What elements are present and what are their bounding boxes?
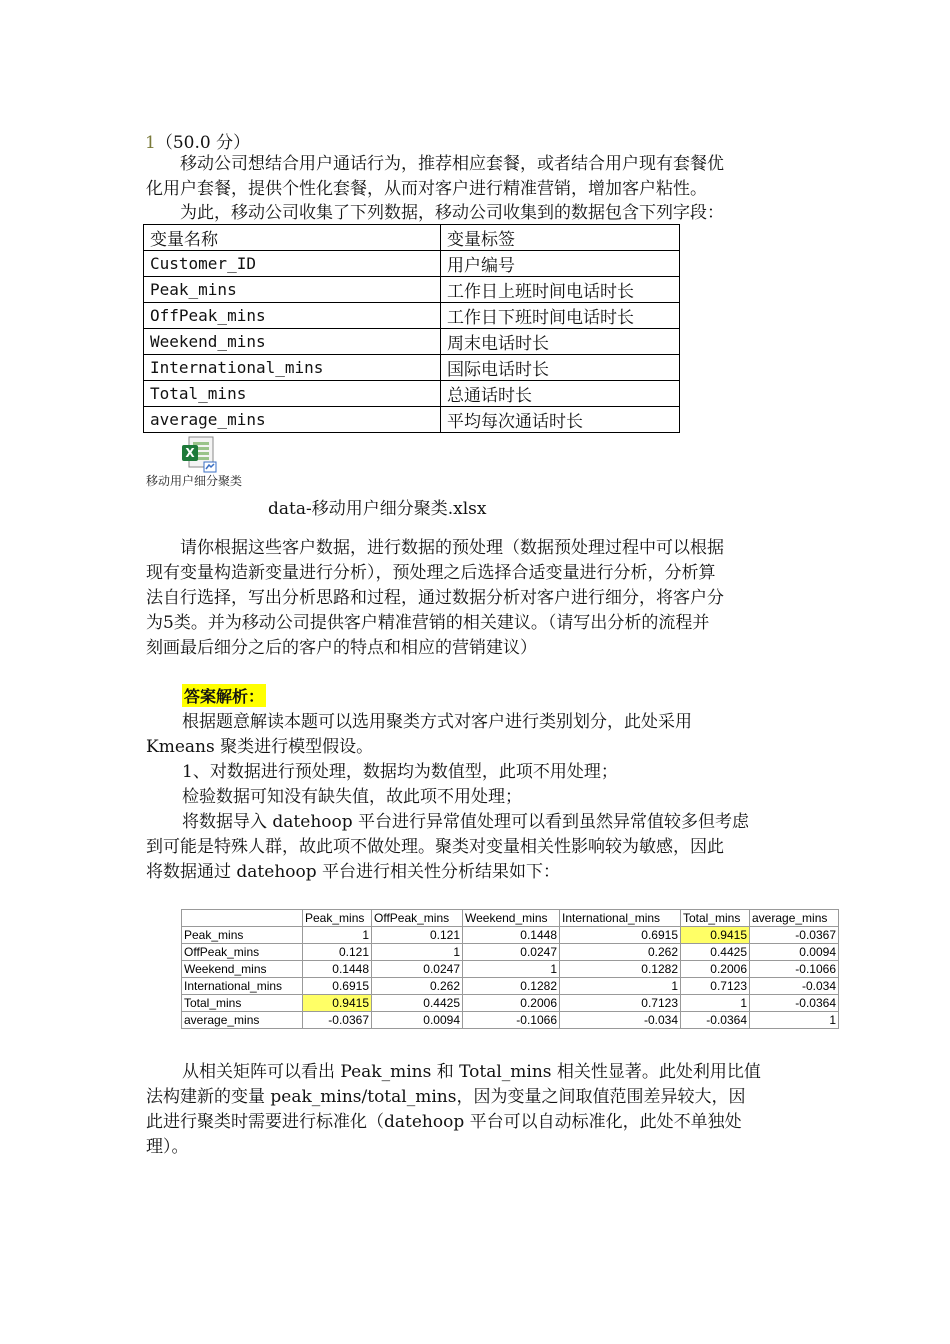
answer-line: Kmeans 聚类进行模型假设。: [146, 737, 374, 757]
task-line: 现有变量构造新变量进行分析），预处理之后选择合适变量进行分析，分析算: [146, 563, 716, 583]
table-cell: 0.1448: [463, 927, 560, 944]
row-label-cell: Total_mins: [182, 995, 303, 1012]
highlighted-cell: 0.9415: [681, 927, 750, 944]
answer-line: 到可能是特殊人群，故此项不做处理。聚类对变量相关性影响较为敏感，因此: [146, 837, 724, 857]
table-cell: 0.1282: [560, 961, 681, 978]
table-row: [144, 251, 680, 277]
table-cell: -0.0367: [303, 1012, 372, 1029]
table-cell: average_mins: [144, 407, 441, 433]
table-cell: Total_mins: [144, 381, 441, 407]
table-cell: 工作日下班时间电话时长: [441, 303, 680, 329]
table-cell: 0.4425: [681, 944, 750, 961]
highlighted-cell: 0.9415: [303, 995, 372, 1012]
table-cell: 0.1282: [463, 978, 560, 995]
table-cell: 1: [750, 1012, 839, 1029]
table-cell: 用户编号: [441, 251, 680, 277]
table-header-cell: Total_mins: [681, 910, 750, 927]
answer-line: 1、对数据进行预处理，数据均为数值型，此项不用处理；: [182, 762, 618, 782]
excel-file-icon[interactable]: [180, 436, 220, 474]
table-cell: -0.1066: [750, 961, 839, 978]
table-cell: -0.034: [560, 1012, 681, 1029]
table-row: [144, 329, 680, 355]
table-cell: -0.1066: [463, 1012, 560, 1029]
table-cell: Peak_mins: [144, 277, 441, 303]
table-cell: 0.262: [372, 978, 463, 995]
row-label-cell: OffPeak_mins: [182, 944, 303, 961]
table-cell: Customer_ID: [144, 251, 441, 277]
table-cell: 工作日上班时间电话时长: [441, 277, 680, 303]
answer-line: 将数据通过 datehoop 平台进行相关性分析结果如下：: [146, 862, 561, 882]
answer-line: 根据题意解读本题可以选用聚类方式对客户进行类别划分，此处采用: [182, 712, 692, 732]
table-row: [144, 277, 680, 303]
closing-line: 理）。: [146, 1137, 189, 1157]
table-cell: 0.121: [303, 944, 372, 961]
task-line: 为5类。并为移动公司提供客户精准营销的相关建议。（请写出分析的流程并: [146, 613, 710, 633]
table-header-cell: Peak_mins: [303, 910, 372, 927]
task-line: 法自行选择，写出分析思路和过程，通过数据分析对客户进行细分，将客户分: [146, 588, 724, 608]
table-cell: 0.2006: [681, 961, 750, 978]
table-row: [144, 407, 680, 433]
table-cell: 0.0094: [750, 944, 839, 961]
table-cell: -0.034: [750, 978, 839, 995]
row-label-cell: Weekend_mins: [182, 961, 303, 978]
row-label-cell: average_mins: [182, 1012, 303, 1029]
table-cell: 1: [303, 927, 372, 944]
closing-line: 法构建新的变量 peak_mins/total_mins，因为变量之间取值范围差异较大，因: [146, 1087, 746, 1107]
table-header-cell: [182, 910, 303, 927]
table-header-cell: International_mins: [560, 910, 681, 927]
table-cell: Weekend_mins: [144, 329, 441, 355]
table-cell: 1: [560, 978, 681, 995]
table-cell: 0.0094: [372, 1012, 463, 1029]
row-label-cell: Peak_mins: [182, 927, 303, 944]
closing-line: 从相关矩阵可以看出 Peak_mins 和 Total_mins 相关性显著。此处利用比值: [182, 1062, 761, 1082]
question-line: 为此，移动公司收集了下列数据，移动公司收集到的数据包含下列字段：: [180, 203, 724, 223]
table-cell: -0.0367: [750, 927, 839, 944]
table-cell: 0.7123: [681, 978, 750, 995]
attachment-filename: data-移动用户细分聚类.xlsx: [268, 499, 487, 519]
table-row: [182, 927, 839, 944]
table-cell: 0.6915: [303, 978, 372, 995]
closing-line: 此进行聚类时需要进行标准化（datehoop 平台可以自动标准化，此处不单独处: [146, 1112, 742, 1132]
table-row: [182, 944, 839, 961]
question-line: 移动公司想结合用户通话行为，推荐相应套餐，或者结合用户现有套餐优: [180, 154, 724, 174]
table-cell: 1: [372, 944, 463, 961]
svg-text:X: X: [185, 446, 195, 460]
task-line: 请你根据这些客户数据，进行数据的预处理（数据预处理过程中可以根据: [180, 538, 724, 558]
table-cell: 0.6915: [560, 927, 681, 944]
table-cell: 0.4425: [372, 995, 463, 1012]
table-cell: 0.0247: [372, 961, 463, 978]
table-cell: 0.121: [372, 927, 463, 944]
table-row: [144, 381, 680, 407]
variable-table: [143, 224, 680, 433]
table-row: [144, 355, 680, 381]
table-row: [182, 961, 839, 978]
table-header-cell: OffPeak_mins: [372, 910, 463, 927]
attachment-caption[interactable]: 移动用户细分聚类: [146, 474, 243, 488]
table-cell: 1: [463, 961, 560, 978]
question-score: （50.0 分）: [155, 133, 251, 153]
table-cell: 0.1448: [303, 961, 372, 978]
table-header-cell: 变量标签: [441, 225, 680, 251]
answer-label: 答案解析：: [182, 684, 266, 707]
table-cell: 0.262: [560, 944, 681, 961]
table-row: [182, 978, 839, 995]
table-header-cell: 变量名称: [144, 225, 441, 251]
table-cell: 国际电话时长: [441, 355, 680, 381]
table-row: [182, 1012, 839, 1029]
task-line: 刻画最后细分之后的客户的特点和相应的营销建议）: [146, 638, 537, 658]
table-cell: -0.0364: [681, 1012, 750, 1029]
table-header-cell: average_mins: [750, 910, 839, 927]
row-label-cell: International_mins: [182, 978, 303, 995]
table-cell: 0.7123: [560, 995, 681, 1012]
table-cell: 总通话时长: [441, 381, 680, 407]
table-row: [144, 303, 680, 329]
table-cell: 0.2006: [463, 995, 560, 1012]
table-row: [182, 910, 839, 927]
question-number: 1: [145, 133, 156, 153]
answer-line: 将数据导入 datehoop 平台进行异常值处理可以看到虽然异常值较多但考虑: [182, 812, 750, 832]
table-cell: -0.0364: [750, 995, 839, 1012]
question-line: 化用户套餐，提供个性化套餐，从而对客户进行精准营销，增加客户粘性。: [146, 179, 707, 199]
table-row: [182, 995, 839, 1012]
question-header: [145, 128, 250, 153]
table-cell: 平均每次通话时长: [441, 407, 680, 433]
table-header-cell: Weekend_mins: [463, 910, 560, 927]
table-cell: 1: [681, 995, 750, 1012]
table-cell: International_mins: [144, 355, 441, 381]
table-cell: 周末电话时长: [441, 329, 680, 355]
table-row: [144, 225, 680, 251]
answer-line: 检验数据可知没有缺失值，故此项不用处理；: [182, 787, 522, 807]
correlation-table: [181, 909, 839, 1029]
table-cell: OffPeak_mins: [144, 303, 441, 329]
table-cell: 0.0247: [463, 944, 560, 961]
